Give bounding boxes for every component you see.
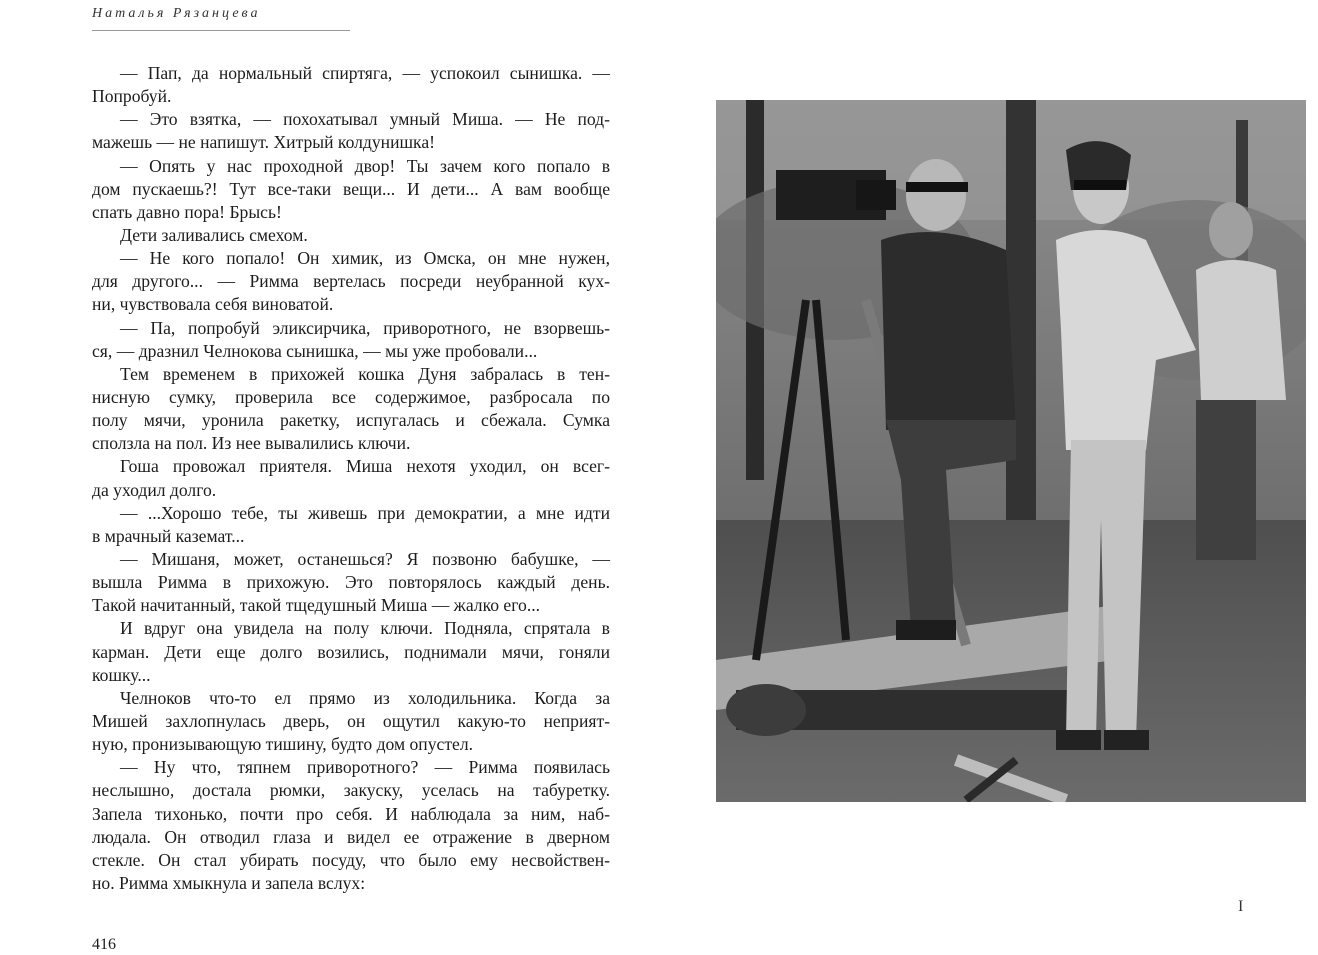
text-line: людала. Он отводил глаза и видел ее отражение в дверном (92, 826, 610, 847)
text-line: кошку... (92, 664, 151, 685)
text-line: Дети заливались смехом. (120, 224, 308, 245)
text-line: Гоша провожал приятеля. Миша нехотя уходил, он всег- (120, 456, 610, 477)
text-line: для другого... — Римма вертелась посреди неубранной кух- (92, 271, 610, 292)
text-line: — Не кого попало! Он химик, из Омска, он мне нужен, (120, 248, 610, 269)
text-line: Тем временем в прихожей кошка Дуня забралась в тен- (120, 363, 610, 384)
text-line: ся, — дразнил Челнокова сынишка, — мы уже пробовали... (92, 340, 538, 361)
text-line: Попробуй. (92, 86, 172, 107)
text-line: карман. Дети еще долго возились, поднимали мячи, гоняли (92, 641, 610, 662)
text-line: вышла Римма в прихожую. Это повторялось каждый день. (92, 572, 610, 593)
film-set-photo (716, 100, 1306, 802)
text-line: — Опять у нас проходной двор! Ты зачем кого попало в (120, 155, 610, 176)
text-line: — Ну что, тяпнем приворотного? — Римма появилась (120, 757, 610, 778)
text-line: Запела тихонько, почти про себя. И наблюдала за ним, наб- (92, 803, 610, 824)
text-line: неслышно, достала рюмки, закуску, уселась на табуретку. (92, 780, 610, 801)
text-line: но. Римма хмыкнула и запела вслух: (92, 872, 366, 893)
text-line: да уходил долго. (92, 479, 217, 500)
text-line: в мрачный каземат... (92, 525, 245, 546)
text-line: ную, пронизывающую тишину, будто дом опустел. (92, 734, 474, 755)
text-line: — ...Хорошо тебе, ты живешь при демократии, а мне идти (120, 502, 610, 523)
running-head: Наталья Рязанцева (92, 6, 261, 21)
text-line: — Пап, да нормальный спиртяга, — успокоил сынишка. — (120, 63, 610, 83)
text-line: дом пускаешь?! Тут все-таки вещи... И дети... А вам вообще (92, 178, 610, 199)
text-line: сползла на пол. Из нее вывалились ключи. (92, 433, 411, 454)
text-line: мажешь — не напишут. Хитрый колдунишка! (92, 132, 435, 153)
text-line: полу мячи, уронила ракетку, испугалась и сбежала. Сумка (92, 410, 610, 431)
header-rule (92, 30, 350, 31)
text-line: — Па, попробуй эликсирчика, приворотного, не взорвешь- (120, 317, 610, 338)
text-line: Челноков что-то ел прямо из холодильника. Когда за (120, 687, 610, 708)
text-line: И вдруг она увидела на полу ключи. Подняла, спрятала в (120, 618, 610, 639)
text-line: Мишей захлопнулась дверь, он ощутил какую-то неприят- (92, 710, 610, 731)
text-line: Такой начитанный, такой тщедушный Миша — жалко его... (92, 595, 541, 616)
text-line: — Это взятка, — похохатывал умный Миша. — Не под- (120, 109, 610, 130)
body-text (92, 62, 610, 895)
text-line: ни, чувствовала себя виноватой. (92, 294, 334, 315)
text-line: нисную сумку, проверила все содержимое, разбросала по (92, 386, 610, 407)
text-line: — Мишаня, может, останешься? Я позвоню бабушке, — (120, 548, 610, 569)
photo-illustration (716, 100, 1306, 802)
plate-mark: I (1238, 898, 1244, 915)
text-line: стекле. Он стал убирать посуду, что было ему несвойствен- (92, 849, 610, 870)
text-line: спать давно пора! Брысь! (92, 201, 282, 222)
right-page (660, 0, 1318, 955)
page-number: 416 (92, 936, 116, 953)
